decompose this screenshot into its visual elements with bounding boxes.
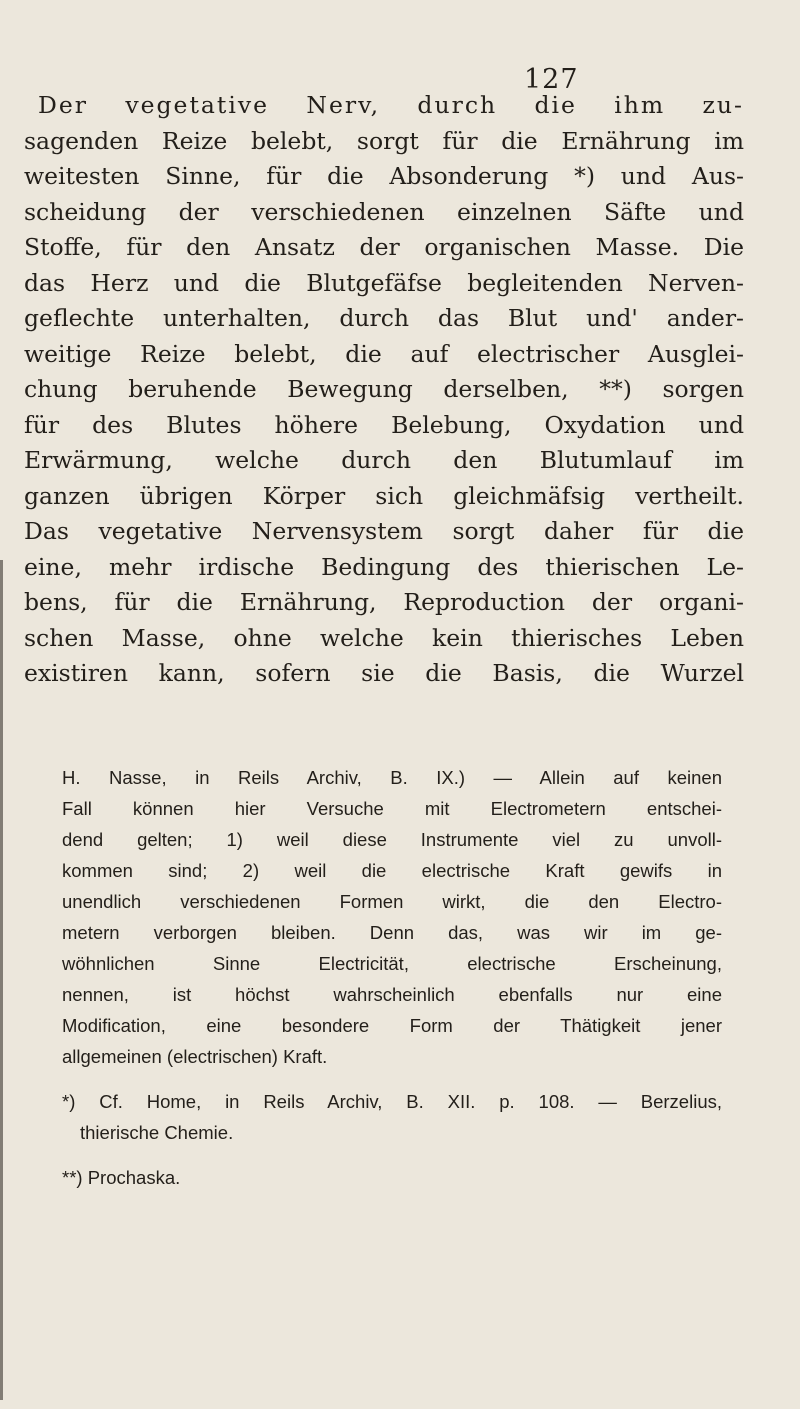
note-line: nennen, ist höchst wahrscheinlich ebenfalls nur eine — [62, 984, 722, 1005]
note-line: Modification, eine besondere Form der Thätigkeit jener — [62, 1015, 722, 1036]
text-line: geflechte unterhalten, durch das Blut und' ander- — [24, 304, 744, 332]
note-line: Fall können hier Versuche mit Electrometern entschei- — [62, 798, 722, 819]
text-line: schen Masse, ohne welche kein thierisches Leben — [24, 623, 744, 652]
note-line: dend gelten; 1) weil diese Instrumente viel zu unvoll- — [62, 829, 722, 850]
page-edge-shadow — [0, 560, 3, 1400]
note-line: metern verborgen bleiben. Denn das, was wir im ge- — [62, 922, 722, 943]
page-number: 127 — [524, 64, 579, 95]
note-line: H. Nasse, in Reils Archiv, B. IX.) — Allein auf keinen — [62, 767, 722, 788]
note-line: unendlich verschiedenen Formen wirkt, die den Electro- — [62, 891, 722, 912]
text-line: bens, für die Ernährung, Reproduction der organi- — [24, 588, 744, 616]
note-line: thierische Chemie. — [80, 1122, 234, 1143]
text-line: Der vegetative Nerv, durch die ihm zu- — [38, 91, 744, 119]
note-line: **) Prochaska. — [62, 1167, 181, 1188]
note-line: wöhnlichen Sinne Electricität, electrische Erscheinung, — [62, 953, 722, 974]
text-line: das Herz und die Blutgefäfse begleitenden Nerven- — [24, 268, 744, 297]
note-line: allgemeinen (electrischen) Kraft. — [62, 1046, 328, 1067]
text-line: weitige Reize belebt, die auf electrischer Ausglei- — [24, 339, 744, 368]
text-line: weitesten Sinne, für die Absonderung *) und Aus- — [24, 162, 744, 190]
footnote-star — [62, 1086, 722, 1148]
continued-note — [62, 762, 722, 1072]
text-line: Stoffe, für den Ansatz der organischen Masse. Die — [24, 233, 744, 261]
note-line: *) Cf. Home, in Reils Archiv, B. XII. p. 108. — Berzelius, — [62, 1091, 722, 1112]
text-line: ganzen übrigen Körper sich gleichmäfsig vertheilt. — [24, 481, 744, 510]
note-line: kommen sind; 2) weil die electrische Kraft gewifs in — [62, 860, 722, 881]
text-line: Erwärmung, welche durch den Blutumlauf im — [24, 446, 744, 474]
text-line: für des Blutes höhere Belebung, Oxydation und — [24, 410, 744, 439]
footnotes — [62, 762, 722, 1193]
text-line: sagenden Reize belebt, sorgt für die Ernährung im — [24, 126, 744, 155]
text-line: existiren kann, sofern sie die Basis, die Wurzel — [24, 659, 744, 687]
text-line: scheidung der verschiedenen einzelnen Säfte und — [24, 197, 744, 226]
text-line: chung beruhende Bewegung derselben, **) sorgen — [24, 375, 744, 403]
main-paragraph — [24, 88, 744, 692]
text-line: Das vegetative Nervensystem sorgt daher für die — [24, 517, 744, 545]
text-line: eine, mehr irdische Bedingung des thierischen Le- — [24, 552, 744, 581]
footnote-double-star — [62, 1162, 722, 1193]
